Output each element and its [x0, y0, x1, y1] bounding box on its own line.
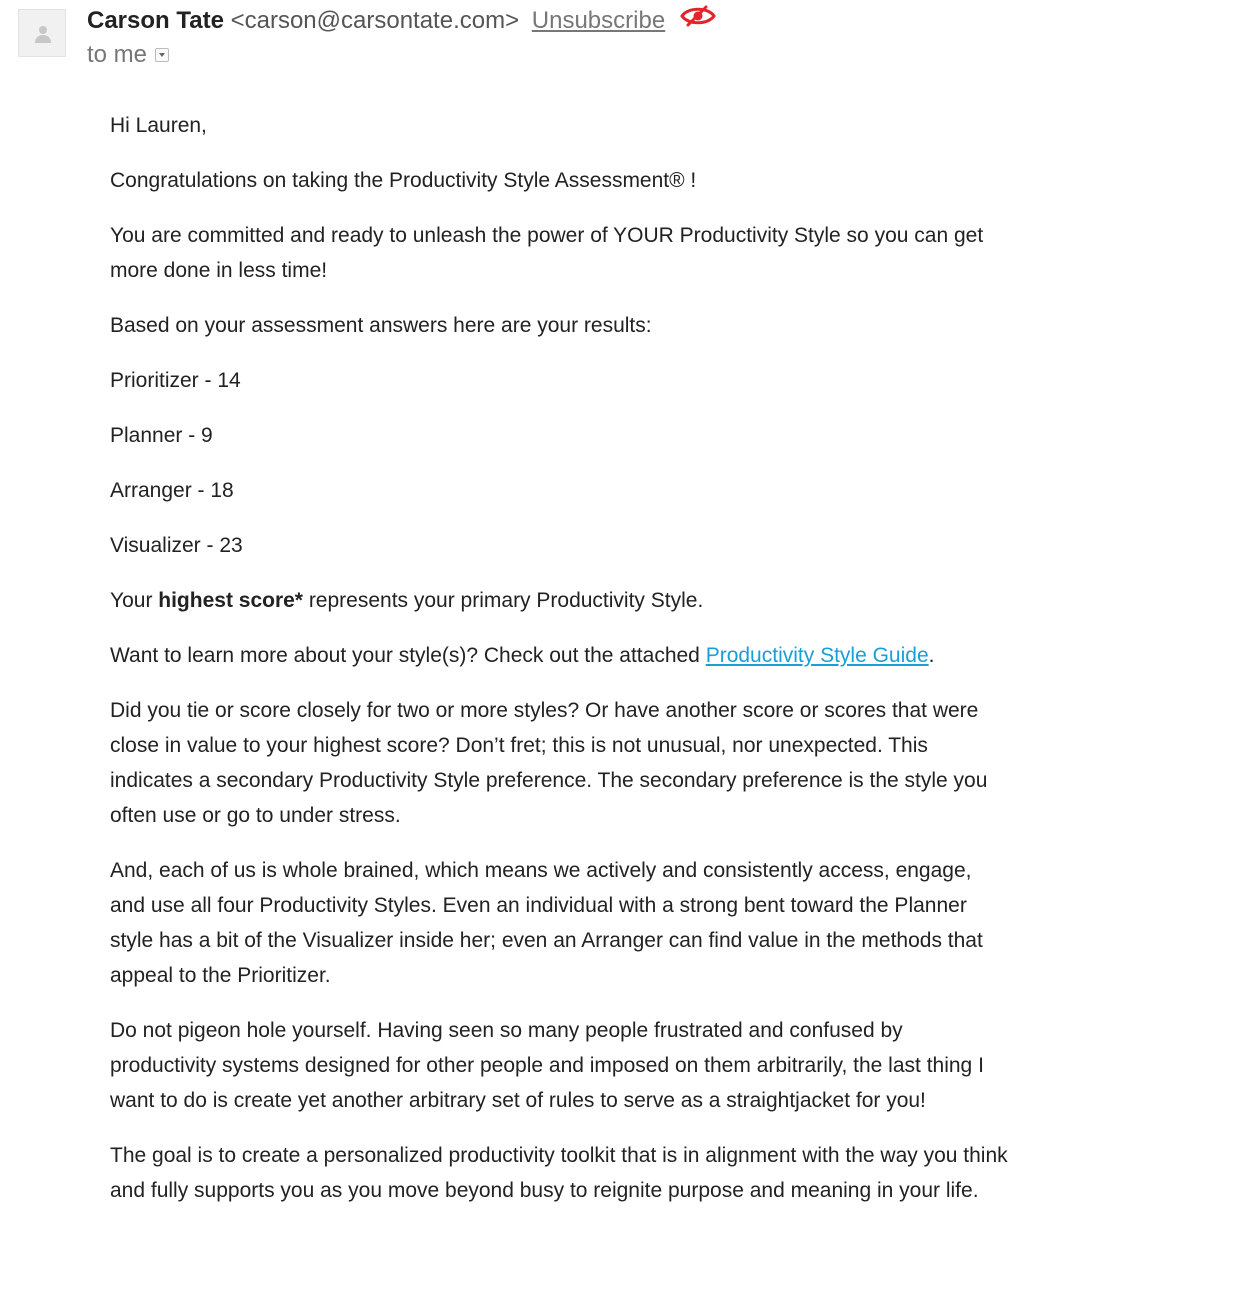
unsubscribe-link[interactable]: Unsubscribe	[531, 7, 666, 34]
congrats-paragraph: Congratulations on taking the Productivity Style Assessment® !	[110, 169, 697, 192]
message-body	[110, 108, 1010, 1228]
score-visualizer: Visualizer - 23	[110, 534, 243, 557]
learn-post: .	[928, 644, 935, 667]
learn-more-paragraph	[110, 638, 1010, 673]
sender-line	[87, 6, 716, 36]
tie-paragraph: Did you tie or score closely for two or more styles? Or have another score or scores that were close in value to your highest score? Don’t fret; this is not unusual, nor unexpected. This indicates a secondary Productivity Style preference. The secondary preference is the style you often use or go to under stress.	[110, 699, 988, 827]
learn-pre: Want to learn more about your style(s)? Check out the attached	[110, 644, 706, 667]
sender-email: <carson@carsontate.com>	[230, 7, 520, 34]
recipient-line	[87, 40, 169, 70]
greeting: Hi Lauren,	[110, 114, 207, 137]
sender-name[interactable]: Carson Tate	[87, 7, 224, 34]
results-intro: Based on your assessment answers here are your results:	[110, 314, 652, 337]
highest-pre: Your	[110, 589, 159, 612]
person-silhouette-icon	[33, 24, 53, 44]
goal-paragraph: The goal is to create a personalized productivity toolkit that is in alignment with the way you think and fully supports you as you move beyond busy to reignite purpose and meaning in your life.	[110, 1144, 1008, 1202]
highest-bold: highest score*	[158, 589, 303, 612]
highest-score-paragraph	[110, 583, 1010, 618]
committed-paragraph: You are committed and ready to unleash the power of YOUR Productivity Style so you can get more done in less time!	[110, 224, 984, 282]
whole-brained-paragraph: And, each of us is whole brained, which means we actively and consistently access, engage, and use all four Productivity Styles. Even an individual with a strong bent toward the Planner style has a bit of the Visualizer inside her; even an Arranger can find value in the methods that appeal to the Prioritizer.	[110, 859, 983, 987]
highest-post: represents your primary Productivity Style.	[302, 589, 704, 612]
message-header	[18, 6, 1218, 70]
productivity-style-guide-link[interactable]: Productivity Style Guide	[705, 644, 929, 667]
pigeon-hole-paragraph: Do not pigeon hole yourself. Having seen so many people frustrated and confused by productivity systems designed for other people and imposed on them arbitrarily, the last thing I want to do is create yet another arbitrary set of rules to serve as a straightjacket for you!	[110, 1019, 984, 1112]
recipient-label: to me	[87, 41, 148, 68]
score-prioritizer: Prioritizer - 14	[110, 369, 241, 392]
avatar[interactable]	[18, 9, 66, 57]
score-planner: Planner - 9	[110, 424, 213, 447]
score-arranger: Arranger - 18	[110, 479, 234, 502]
chevron-down-icon[interactable]	[155, 48, 169, 62]
eye-slash-icon[interactable]	[680, 5, 716, 35]
